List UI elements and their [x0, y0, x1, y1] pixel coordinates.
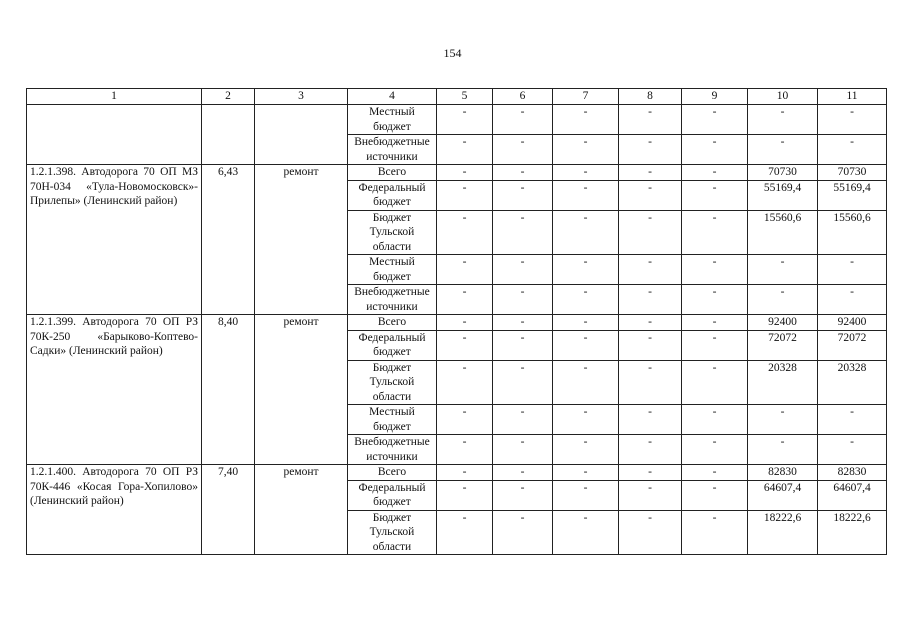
value-cell: -	[818, 255, 887, 285]
value-cell: -	[619, 315, 682, 331]
funding-source-cell: Местный бюджет	[348, 255, 437, 285]
value-cell: -	[682, 210, 748, 255]
object-name-cell: 1.2.1.399. Автодорога 70 ОП РЗ 70К-250 «Барыково-Коптево-Садки» (Ленинский район)	[27, 315, 202, 465]
value-cell: -	[493, 315, 553, 331]
value-cell: 82830	[748, 465, 818, 481]
value-cell: -	[437, 285, 493, 315]
value-cell: -	[682, 315, 748, 331]
value-cell: -	[619, 165, 682, 181]
column-number-row	[27, 89, 887, 105]
value-cell: 70730	[818, 165, 887, 181]
value-cell: -	[553, 465, 619, 481]
length-cell: 8,40	[202, 315, 255, 465]
empty-length-cell	[202, 105, 255, 165]
value-cell: -	[493, 330, 553, 360]
value-cell: -	[493, 165, 553, 181]
value-cell: -	[553, 405, 619, 435]
table-body	[27, 105, 887, 555]
value-cell: -	[682, 135, 748, 165]
value-cell: -	[682, 465, 748, 481]
value-cell: -	[553, 165, 619, 181]
value-cell: -	[619, 330, 682, 360]
value-cell: -	[553, 105, 619, 135]
column-number-header: 9	[682, 89, 748, 105]
value-cell: 20328	[748, 360, 818, 405]
value-cell: -	[553, 315, 619, 331]
value-cell: 72072	[748, 330, 818, 360]
value-cell: -	[553, 135, 619, 165]
value-cell: 64607,4	[748, 480, 818, 510]
value-cell: -	[437, 135, 493, 165]
empty-object-cell	[27, 105, 202, 165]
value-cell: -	[493, 435, 553, 465]
funding-source-cell: Всего	[348, 165, 437, 181]
value-cell: -	[748, 435, 818, 465]
value-cell: -	[437, 255, 493, 285]
table-row	[27, 105, 887, 135]
funding-source-cell: Бюджет Тульской области	[348, 210, 437, 255]
value-cell: -	[437, 405, 493, 435]
value-cell: -	[818, 105, 887, 135]
value-cell: -	[619, 435, 682, 465]
funding-source-cell: Федеральный бюджет	[348, 180, 437, 210]
value-cell: -	[437, 465, 493, 481]
value-cell: -	[619, 255, 682, 285]
funding-source-cell: Всего	[348, 315, 437, 331]
value-cell: -	[493, 360, 553, 405]
value-cell: 92400	[748, 315, 818, 331]
funding-source-cell: Бюджет Тульской области	[348, 510, 437, 555]
value-cell: 72072	[818, 330, 887, 360]
work-type-cell: ремонт	[255, 315, 348, 465]
funding-source-cell: Местный бюджет	[348, 405, 437, 435]
value-cell: -	[682, 285, 748, 315]
funding-source-cell: Внебюджетные источники	[348, 435, 437, 465]
funding-source-cell: Внебюджетные источники	[348, 135, 437, 165]
value-cell: 92400	[818, 315, 887, 331]
value-cell: 82830	[818, 465, 887, 481]
length-cell: 6,43	[202, 165, 255, 315]
value-cell: -	[619, 465, 682, 481]
value-cell: -	[493, 210, 553, 255]
value-cell: 15560,6	[818, 210, 887, 255]
column-number-header: 1	[27, 89, 202, 105]
value-cell: -	[493, 180, 553, 210]
length-cell: 7,40	[202, 465, 255, 555]
value-cell: -	[553, 435, 619, 465]
value-cell: 64607,4	[818, 480, 887, 510]
value-cell: -	[818, 405, 887, 435]
value-cell: -	[619, 285, 682, 315]
value-cell: -	[818, 285, 887, 315]
value-cell: -	[682, 480, 748, 510]
value-cell: -	[493, 465, 553, 481]
value-cell: -	[437, 360, 493, 405]
value-cell: -	[682, 435, 748, 465]
value-cell: -	[619, 510, 682, 555]
value-cell: -	[818, 135, 887, 165]
column-number-header: 2	[202, 89, 255, 105]
column-number-header: 5	[437, 89, 493, 105]
column-number-header: 6	[493, 89, 553, 105]
funding-source-cell: Бюджет Тульской области	[348, 360, 437, 405]
page-number: 154	[443, 46, 462, 60]
value-cell: 15560,6	[748, 210, 818, 255]
column-number-header: 10	[748, 89, 818, 105]
value-cell: -	[682, 510, 748, 555]
column-number-header: 8	[619, 89, 682, 105]
value-cell: -	[437, 105, 493, 135]
value-cell: -	[682, 255, 748, 285]
value-cell: -	[493, 105, 553, 135]
value-cell: 70730	[748, 165, 818, 181]
value-cell: -	[437, 330, 493, 360]
value-cell: -	[437, 210, 493, 255]
value-cell: -	[682, 165, 748, 181]
work-type-cell: ремонт	[255, 465, 348, 555]
value-cell: -	[553, 510, 619, 555]
value-cell: -	[619, 180, 682, 210]
value-cell: -	[437, 165, 493, 181]
object-name-cell: 1.2.1.398. Автодорога 70 ОП МЗ 70Н-034 «Тула-Новомосковск»-Прилепы» (Ленинский район)	[27, 165, 202, 315]
value-cell: -	[437, 315, 493, 331]
value-cell: -	[619, 360, 682, 405]
funding-source-cell: Всего	[348, 465, 437, 481]
column-number-header: 7	[553, 89, 619, 105]
value-cell: -	[493, 480, 553, 510]
work-type-cell: ремонт	[255, 165, 348, 315]
value-cell: 18222,6	[818, 510, 887, 555]
value-cell: -	[553, 480, 619, 510]
value-cell: -	[437, 480, 493, 510]
value-cell: -	[493, 510, 553, 555]
value-cell: -	[493, 405, 553, 435]
value-cell: -	[437, 180, 493, 210]
object-name-cell: 1.2.1.400. Автодорога 70 ОП РЗ 70К-446 «Косая Гора-Хопилово» (Ленинский район)	[27, 465, 202, 555]
value-cell: -	[553, 210, 619, 255]
value-cell: -	[553, 330, 619, 360]
value-cell: -	[748, 135, 818, 165]
value-cell: -	[553, 255, 619, 285]
funding-source-cell: Местный бюджет	[348, 105, 437, 135]
value-cell: -	[553, 360, 619, 405]
value-cell: 55169,4	[748, 180, 818, 210]
value-cell: -	[682, 105, 748, 135]
value-cell: -	[493, 255, 553, 285]
value-cell: -	[818, 435, 887, 465]
value-cell: -	[619, 210, 682, 255]
empty-work-cell	[255, 105, 348, 165]
value-cell: -	[748, 405, 818, 435]
value-cell: -	[619, 135, 682, 165]
funding-source-cell: Федеральный бюджет	[348, 480, 437, 510]
value-cell: -	[619, 480, 682, 510]
value-cell: 20328	[818, 360, 887, 405]
value-cell: -	[682, 180, 748, 210]
value-cell: 18222,6	[748, 510, 818, 555]
value-cell: -	[619, 405, 682, 435]
value-cell: -	[437, 435, 493, 465]
value-cell: -	[493, 285, 553, 315]
value-cell: -	[553, 285, 619, 315]
funding-table	[26, 88, 887, 555]
value-cell: -	[437, 510, 493, 555]
value-cell: -	[748, 285, 818, 315]
column-number-header: 4	[348, 89, 437, 105]
funding-source-cell: Внебюджетные источники	[348, 285, 437, 315]
value-cell: 55169,4	[818, 180, 887, 210]
funding-source-cell: Федеральный бюджет	[348, 330, 437, 360]
value-cell: -	[553, 180, 619, 210]
value-cell: -	[619, 105, 682, 135]
table-row	[27, 465, 887, 481]
value-cell: -	[682, 330, 748, 360]
value-cell: -	[748, 105, 818, 135]
value-cell: -	[682, 405, 748, 435]
table-row	[27, 315, 887, 331]
value-cell: -	[493, 135, 553, 165]
value-cell: -	[682, 360, 748, 405]
column-number-header: 11	[818, 89, 887, 105]
value-cell: -	[748, 255, 818, 285]
table-row	[27, 165, 887, 181]
column-number-header: 3	[255, 89, 348, 105]
